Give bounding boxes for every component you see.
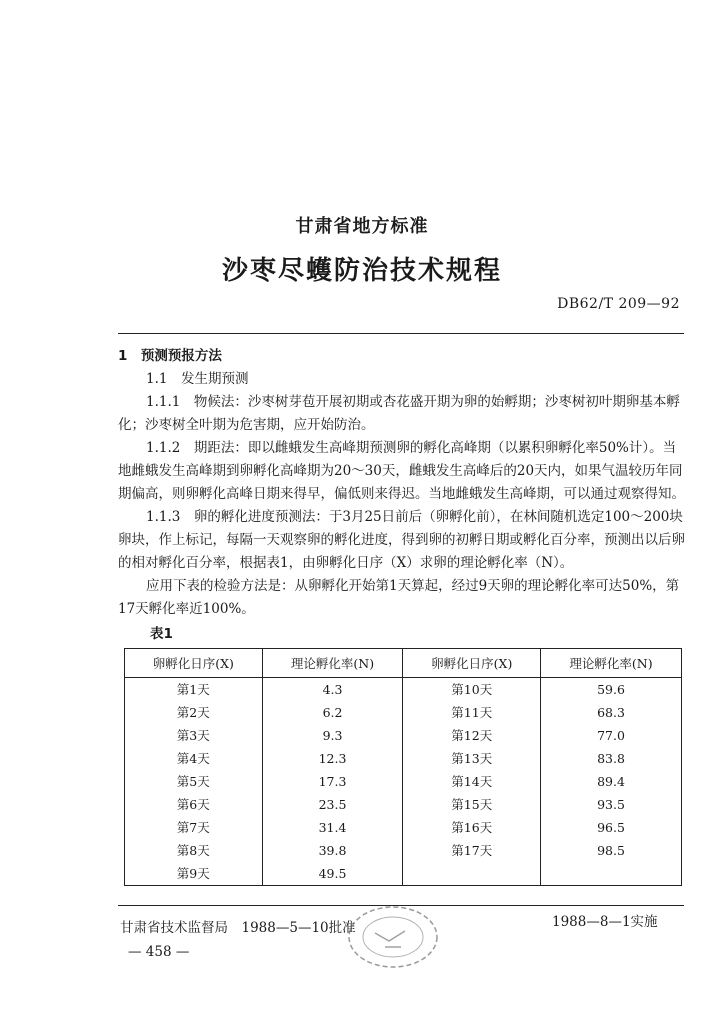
issuer-approval: 甘肃省技术监督局 1988—5—10批准 xyxy=(120,920,356,936)
hatch-day-cell: 第1天 xyxy=(125,678,263,702)
hatch-day-cell: 第6天 xyxy=(125,793,263,816)
hatch-rate-cell: 12.3 xyxy=(262,747,403,770)
hatch-day-cell: 第5天 xyxy=(125,770,263,793)
hatch-day-cell: 第13天 xyxy=(403,747,541,770)
hatch-rate-table xyxy=(124,648,682,886)
table-header-cell: 理论孵化率(N) xyxy=(262,649,403,678)
section-1-heading: 1 预测预报方法 xyxy=(118,348,222,364)
standard-category-title: 甘肃省地方标准 xyxy=(295,216,429,237)
hatch-rate-cell: 93.5 xyxy=(541,793,682,816)
hatch-day-cell: 第9天 xyxy=(125,862,263,886)
table-row xyxy=(125,747,682,770)
document-title: 沙枣尽蠖防治技术规程 xyxy=(221,256,502,286)
table-row xyxy=(125,816,682,839)
table-header-cell: 卵孵化日序(X) xyxy=(125,649,263,678)
table-row xyxy=(125,678,682,702)
table-row xyxy=(125,839,682,862)
hatch-rate-cell: 9.3 xyxy=(262,724,403,747)
hatch-day-cell: 第8天 xyxy=(125,839,263,862)
official-seal-stamp xyxy=(345,903,441,971)
hatch-rate-cell: 89.4 xyxy=(541,770,682,793)
table-row xyxy=(125,770,682,793)
hatch-rate-cell: 17.3 xyxy=(262,770,403,793)
effective-date: 1988—8—1实施 xyxy=(552,914,658,930)
table-header-cell: 卵孵化日序(X) xyxy=(403,649,541,678)
paragraph-1-1-3: 1.1.3 卵的孵化进度预测法：于3月25日前后（卵孵化前），在林间随机选定100～200块卵块，作上标记，每隔一天观察卵的孵化进度，得到卵的初孵日期或孵化百分率，预测出以后卵的相对孵化百分率，根据表1，由卵孵化日序（X）求卵的理论孵化率（N）。 xyxy=(118,509,685,571)
section-1-1-heading: 1.1 发生期预测 xyxy=(146,371,249,387)
hatch-day-cell: 第10天 xyxy=(403,678,541,702)
hatch-day-cell: 第4天 xyxy=(125,747,263,770)
table-row xyxy=(125,862,682,886)
hatch-day-cell: 第12天 xyxy=(403,724,541,747)
page-number: — 458 — xyxy=(128,944,190,960)
hatch-day-cell: 第15天 xyxy=(403,793,541,816)
header-divider xyxy=(118,333,684,334)
hatch-rate-cell: 68.3 xyxy=(541,701,682,724)
hatch-rate-cell: 23.5 xyxy=(262,793,403,816)
hatch-day-cell: 第14天 xyxy=(403,770,541,793)
table-caption: 表1 xyxy=(150,626,173,642)
document-number: DB62/T 209—92 xyxy=(557,296,680,312)
hatch-rate-cell: 83.8 xyxy=(541,747,682,770)
hatch-day-cell: 第16天 xyxy=(403,816,541,839)
hatch-day-cell: 第2天 xyxy=(125,701,263,724)
paragraph-1-1-1: 1.1.1 物候法：沙枣树芽苞开展初期或杏花盛开期为卵的始孵期；沙枣树初叶期卵基本孵化；沙枣树全叶期为危害期，应开始防治。 xyxy=(118,394,680,433)
table-header-cell: 理论孵化率(N) xyxy=(541,649,682,678)
hatch-rate-cell xyxy=(541,862,682,886)
table-header-row xyxy=(125,649,682,678)
hatch-rate-cell: 98.5 xyxy=(541,839,682,862)
hatch-rate-cell: 4.3 xyxy=(262,678,403,702)
hatch-rate-cell: 59.6 xyxy=(541,678,682,702)
hatch-day-cell: 第3天 xyxy=(125,724,263,747)
paragraph-apply: 应用下表的检验方法是：从卵孵化开始第1天算起，经过9天卵的理论孵化率可达50%，第17天孵化率近100%。 xyxy=(118,578,680,617)
hatch-rate-cell: 39.8 xyxy=(262,839,403,862)
hatch-day-cell xyxy=(403,862,541,886)
hatch-rate-cell: 77.0 xyxy=(541,724,682,747)
hatch-day-cell: 第11天 xyxy=(403,701,541,724)
hatch-day-cell: 第17天 xyxy=(403,839,541,862)
hatch-rate-cell: 6.2 xyxy=(262,701,403,724)
document-body xyxy=(118,345,688,886)
table-row xyxy=(125,724,682,747)
paragraph-1-1-2: 1.1.2 期距法：即以雌蛾发生高峰期预测卵的孵化高峰期（以累积卵孵化率50%计）。当地雌蛾发生高峰期到卵孵化高峰期为20～30天，雌蛾发生高峰后的20天内，如果气温较历年同期偏高，则卵孵化高峰日期来得早，偏低则来得迟。当地雌蛾发生高峰期，可以通过观察得知。 xyxy=(118,440,685,502)
table-row xyxy=(125,793,682,816)
table-row xyxy=(125,701,682,724)
hatch-rate-cell: 31.4 xyxy=(262,816,403,839)
hatch-rate-cell: 49.5 xyxy=(262,862,403,886)
hatch-rate-cell: 96.5 xyxy=(541,816,682,839)
hatch-day-cell: 第7天 xyxy=(125,816,263,839)
